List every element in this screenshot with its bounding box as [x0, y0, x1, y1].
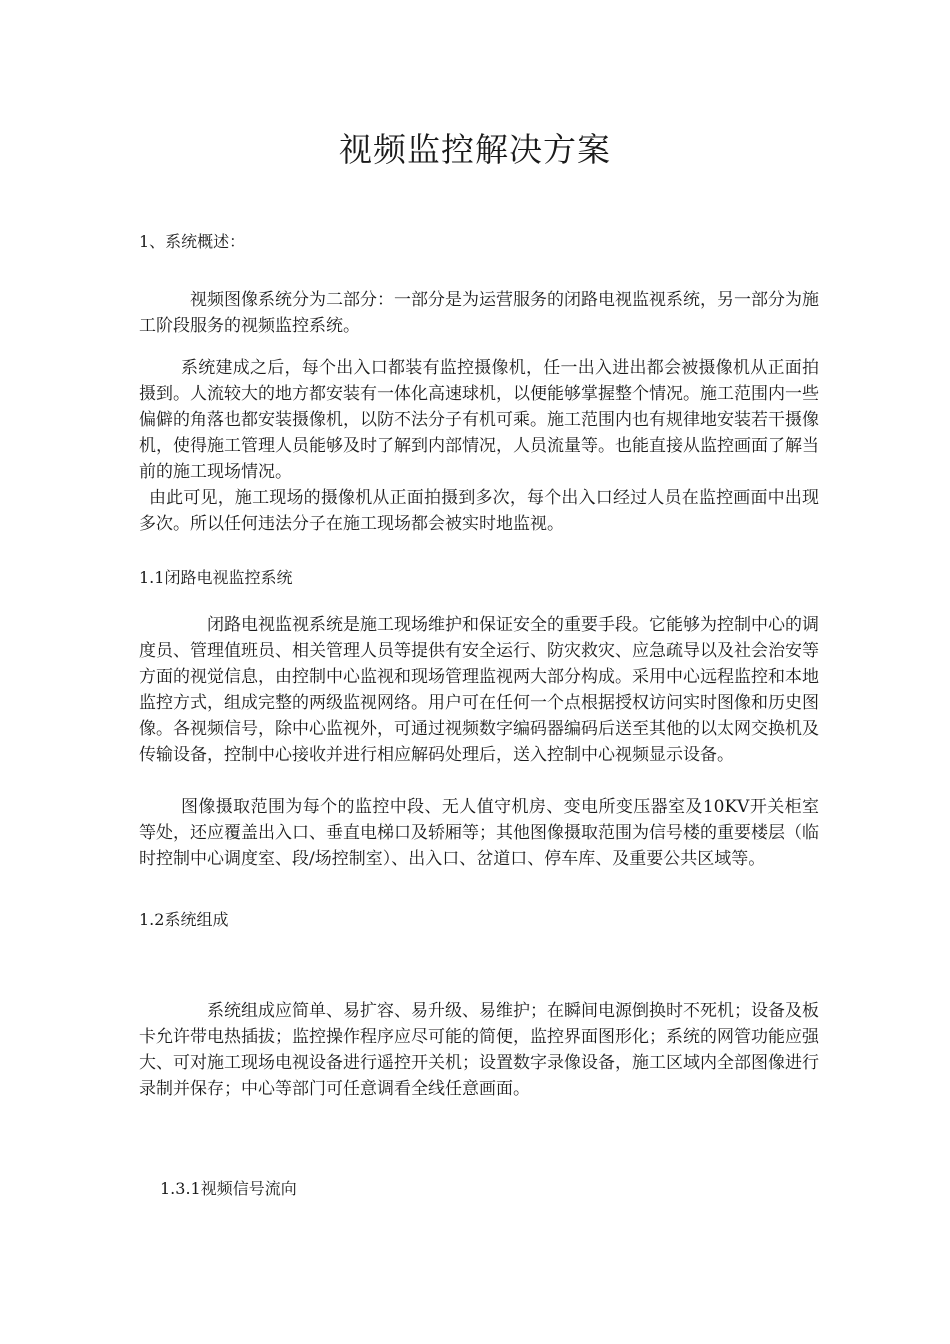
paragraph-overview-3: 由此可见，施工现场的摄像机从正面拍摄到多次，每个出入口经过人员在监控画面中出现多次。所以任何违法分子在施工现场都会被实时地监视。: [139, 488, 819, 534]
section-heading-cctv: 1.1闭路电视监控系统: [139, 568, 293, 587]
paragraph-cctv-1: 闭路电视监视系统是施工现场维护和保证安全的重要手段。它能够为控制中心的调度员、管理值班员、相关管理人员等提供有安全运行、防灾救灾、应急疏导以及社会治安等方面的视觉信息，由控制中心监视和现场管理监视两大部分构成。采用中心远程监控和本地监控方式，组成完整的两级监视网络。用户可在任何一个点根据授权访问实时图像和历史图像。各视频信号，除中心监视外，可通过视频数字编码器编码后送至其他的以太网交换机及传输设备，控制中心接收并进行相应解码处理后，送入控制中心视频显示设备。: [139, 615, 819, 765]
section-heading-overview: 1、系统概述：: [139, 232, 246, 251]
paragraph-cctv-2: 图像摄取范围为每个的监控中段、无人值守机房、变电所变压器室及10KV开关柜室等处，还应覆盖出入口、垂直电梯口及轿厢等；其他图像摄取范围为信号楼的重要楼层（临时控制中心调度室、段/场控制室）、出入口、岔道口、停车库、及重要公共区域等。: [139, 797, 819, 869]
document-title: 视频监控解决方案: [339, 130, 611, 169]
paragraph-overview-2: 系统建成之后，每个出入口都装有监控摄像机，任一出入进出都会被摄像机从正面拍摄到。人流较大的地方都安装有一体化高速球机，以便能够掌握整个情况。施工范围内一些偏僻的角落也都安装摄像机，以防不法分子有机可乘。施工范围内也有规律地安装若干摄像机，使得施工管理人员能够及时了解到内部情况，人员流量等。也能直接从监控画面了解当前的施工现场情况。: [139, 358, 819, 482]
paragraph-overview-1: 视频图像系统分为二部分：一部分是为运营服务的闭路电视监视系统，另一部分为施工阶段服务的视频监控系统。: [139, 290, 819, 336]
section-heading-composition: 1.2系统组成: [139, 910, 229, 929]
section-heading-signal-flow: 1.3.1视频信号流向: [160, 1179, 297, 1198]
paragraph-composition-1: 系统组成应简单、易扩容、易升级、易维护；在瞬间电源倒换时不死机；设备及板卡允许带电热插拔；监控操作程序应尽可能的简便，监控界面图形化；系统的网管功能应强大、可对施工现场电视设备进行遥控开关机；设置数字录像设备，施工区域内全部图像进行录制并保存；中心等部门可任意调看全线任意画面。: [139, 1001, 819, 1099]
